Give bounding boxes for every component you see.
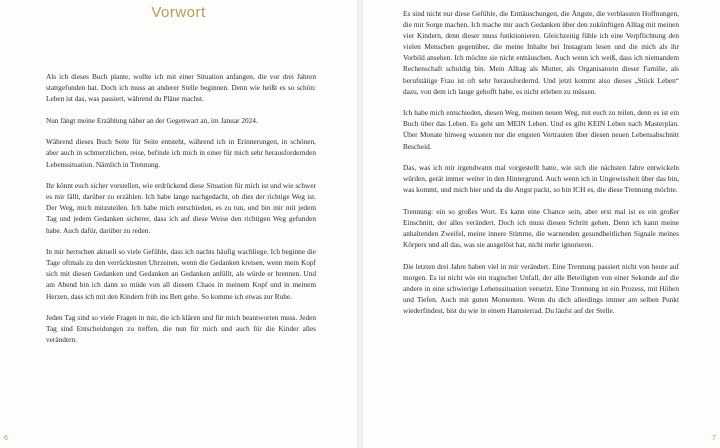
- paragraph: Nun fängt meine Erzählung näher an der Gegenwart an, im Januar 2024.: [46, 115, 258, 125]
- chapter-title: Vorwort: [151, 4, 206, 21]
- paragraph: Jeden Tag sind so viele Fragen in mir, die ich klären und für mich beantworten muss. Jeden Tag sind Entscheidungen zu treffen, die nun für mich und auch für die Kinder alles verändern.: [46, 313, 316, 345]
- paragraph: Es sind nicht nur diese Gefühle, die Enttäuschungen, die Ängste, die verblassten Hoffnungen, die mir Sorge machen. Ich mache mir auch Gedanken über den zukünftigen Alltag mit meinen vier Kindern, denn dieser muss funktionieren. Gleichzeitig fühle ich eine Verpflichtung den vielen Menschen gegenüber, die meine Inhalte bei Instagram lesen und die mich als ihr Vorbild ansehen. Ich möchte sie nicht enttäuschen. Auch wenn ich weiß, dass ich niemandem Rechenschaft schuldig bin. Mein Alltag als Mutter, als Organisatorin dieser Familie, als berufstätige Frau ist oft sehr herausfordernd. Und jetzt kommt also dieses „Stück Leben“ dazu, von dem ich lange gehofft habe, es nicht erleben zu müssen.: [403, 9, 679, 96]
- paragraph: Ich habe mich entschieden, diesen Weg, meinen neuen Weg, mit euch zu teilen, denn es ist ein Buch über das Leben. Es geht um MEIN Leben. Und es gibt KEIN Leben nach Masterplan. Über Monate hinweg wussten nur die engsten Vertrauten über diesen neuen Lebensabschnitt Bescheid.: [403, 108, 679, 151]
- right-page-body: [403, 8, 679, 327]
- right-page: [363, 0, 720, 448]
- paragraph: Trennung: ein so großes Wort. Es kann eine Chance sein, aber erst mal ist es ein großer Einschnitt, der alles verändert. Doch ich muss diesen Schritt gehen. Denn ich kann meine anhaltenden Zweifel, meine innere Stimme, die warnenden gesundheitlichen Signale meines Körpers und all das, was sie ausgelöst hat, nicht mehr ignorieren.: [403, 206, 679, 250]
- paragraph: Die letzten drei Jahre haben viel in mir verändert. Eine Trennung passiert nicht von heute auf morgen. Es ist nicht wie ein tragischer Unfall, der alle Beteiligten von einer Sekunde auf die andere in eine schwierige Lebenssituation versetzt. Eine Trennung ist ein Prozess, mit Höhen und Tiefen. Auch mit guten Momenten. Wenn du dich allerdings immer am selben Punkt wiederfindest, bist du wie in einem Hamsterrad. Du läufst auf der Stelle.: [403, 261, 679, 316]
- paragraph: In mir herrschen aktuell so viele Gefühle, dass ich nachts häufig wachliege. Ich beginne die Tage oftmals zu den verrücktesten Uhrzeiten, wenn die Gedanken kreisen, wenn mein Kopf sich mit diesen Gedanken und Gedanken an Gedanken anfüllt, als würde er brennen. Und am Abend bin ich dann so müde von all diesem Chaos in meinem Kopf und in meinem Herzen, dass ich mit den Kindern früh ins Bett gehe. So komme ich etwas zur Ruhe.: [46, 247, 316, 301]
- paragraph: Als ich dieses Buch plante, wollte ich mit einer Situation anfangen, die vor drei Jahren stattgefunden hat. Doch ich muss an anderer Stelle beginnen. Denn wie heißt es so schön: Leben ist das, was passiert, während du Pläne machst.: [46, 72, 316, 104]
- paragraph: Während dieses Buch Seite für Seite entsteht, während ich in Erinnerungen, in schönen, aber auch in schmerzlichen, reise, befinde ich mich in einer für mich sehr herausfordernden Lebenssituation. Nämlich in Trennung.: [46, 137, 316, 169]
- page-number-left: 6: [4, 435, 8, 442]
- left-page: [0, 0, 357, 448]
- page-number-right: 7: [712, 435, 716, 442]
- left-page-body: [46, 71, 316, 356]
- paragraph: Ihr könnt euch sicher vorstellen, wie erdrückend diese Situation für mich ist und wie schwer es mir fällt, darüber zu erzählen. Ich habe lange nachgedacht, ob dies der richtige Weg ist. Der Weg, mich mitzuteilen. Ich habe mich entschieden, es zu tun, und bin mir mit jedem Tag und jedem Gedanken sicherer, dass ich auf diese Weise den richtigen Weg gefunden habe. Auch dafür, darüber zu reden.: [46, 181, 316, 235]
- paragraph: Das, was ich mir irgendwann mal vorgestellt hatte, wie sich die nächsten Jahre entwickeln würden, gerät immer weiter in den Hintergrund. Auch wenn ich in Ungewissheit über das bin, was kommt, und mich hier und da die Angst packt, so bin ICH es, die diese Trennung möchte.: [403, 163, 679, 195]
